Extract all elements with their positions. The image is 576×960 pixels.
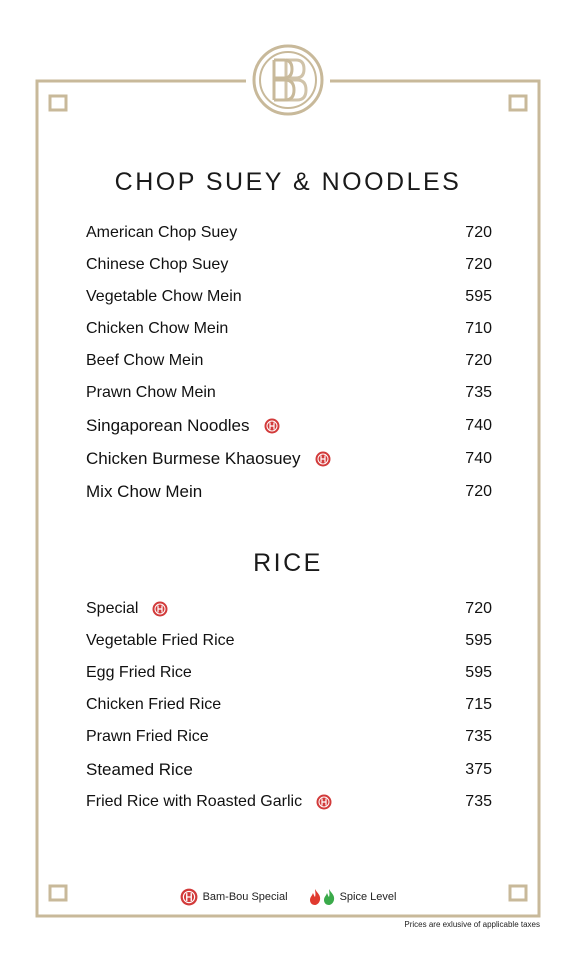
item-name: Vegetable Chow Mein — [86, 288, 242, 305]
bam-bou-special-icon — [316, 794, 332, 810]
item-price: 735 — [465, 728, 492, 745]
spice-flames — [308, 888, 336, 906]
item-price: 735 — [465, 384, 492, 401]
item-name: Chinese Chop Suey — [86, 256, 229, 273]
bb-logo-icon — [252, 44, 324, 116]
section-title-chop-suey: CHOP SUEY & NOODLES — [114, 168, 462, 196]
item-name: Beef Chow Mein — [86, 352, 204, 369]
flame-icon — [308, 888, 322, 906]
menu-item — [86, 281, 492, 313]
bam-bou-special-icon — [180, 888, 198, 906]
item-price: 720 — [465, 352, 492, 369]
flame-icon — [322, 888, 336, 906]
item-name: Chicken Burmese Khaosuey — [86, 448, 301, 468]
legend-spice-label: Spice Level — [339, 891, 397, 903]
bam-bou-special-icon — [264, 418, 280, 434]
menu-item — [86, 721, 492, 753]
item-name: Chicken Chow Mein — [86, 320, 229, 337]
item-name: Vegetable Fried Rice — [86, 632, 235, 649]
menu-item — [86, 753, 492, 786]
item-name: Special — [86, 600, 139, 617]
menu-item — [86, 593, 492, 625]
menu-item — [86, 249, 492, 281]
item-name: Chicken Fried Rice — [86, 696, 222, 713]
menu-item — [86, 377, 492, 409]
menu-item — [86, 345, 492, 377]
item-name: Prawn Chow Mein — [86, 384, 216, 401]
menu-item — [86, 409, 492, 442]
item-price: 595 — [465, 664, 492, 681]
menu-list-chop-suey — [86, 217, 492, 508]
item-price: 720 — [465, 600, 492, 617]
menu-item — [86, 313, 492, 345]
legend — [0, 888, 576, 906]
item-price: 595 — [465, 288, 492, 305]
item-price: 735 — [465, 793, 492, 810]
item-name: Fried Rice with Roasted Garlic — [86, 793, 303, 810]
menu-item — [86, 625, 492, 657]
item-price: 720 — [465, 224, 492, 241]
menu-item — [86, 786, 492, 818]
menu-item — [86, 475, 492, 508]
item-price: 375 — [465, 760, 492, 778]
item-name: American Chop Suey — [86, 224, 238, 241]
item-price: 595 — [465, 632, 492, 649]
item-name: Egg Fried Rice — [86, 664, 192, 681]
menu-item — [86, 217, 492, 249]
item-price: 720 — [465, 256, 492, 273]
item-name: Singaporean Noodles — [86, 415, 250, 435]
menu-item — [86, 442, 492, 475]
menu-item — [86, 689, 492, 721]
item-price: 740 — [465, 416, 492, 434]
bam-bou-special-icon — [315, 451, 331, 467]
tax-footnote: Prices are exlusive of applicable taxes — [404, 920, 540, 929]
item-name: Mix Chow Mein — [86, 481, 203, 501]
item-name: Steamed Rice — [86, 759, 193, 779]
bam-bou-special-icon — [152, 601, 168, 617]
legend-special-label: Bam-Bou Special — [202, 891, 288, 903]
item-price: 710 — [465, 320, 492, 337]
item-name: Prawn Fried Rice — [86, 728, 209, 745]
menu-list-rice — [86, 593, 492, 818]
item-price: 715 — [465, 696, 492, 713]
section-title-rice: RICE — [253, 549, 323, 577]
item-price: 720 — [465, 482, 492, 500]
menu-item — [86, 657, 492, 689]
item-price: 740 — [465, 449, 492, 467]
